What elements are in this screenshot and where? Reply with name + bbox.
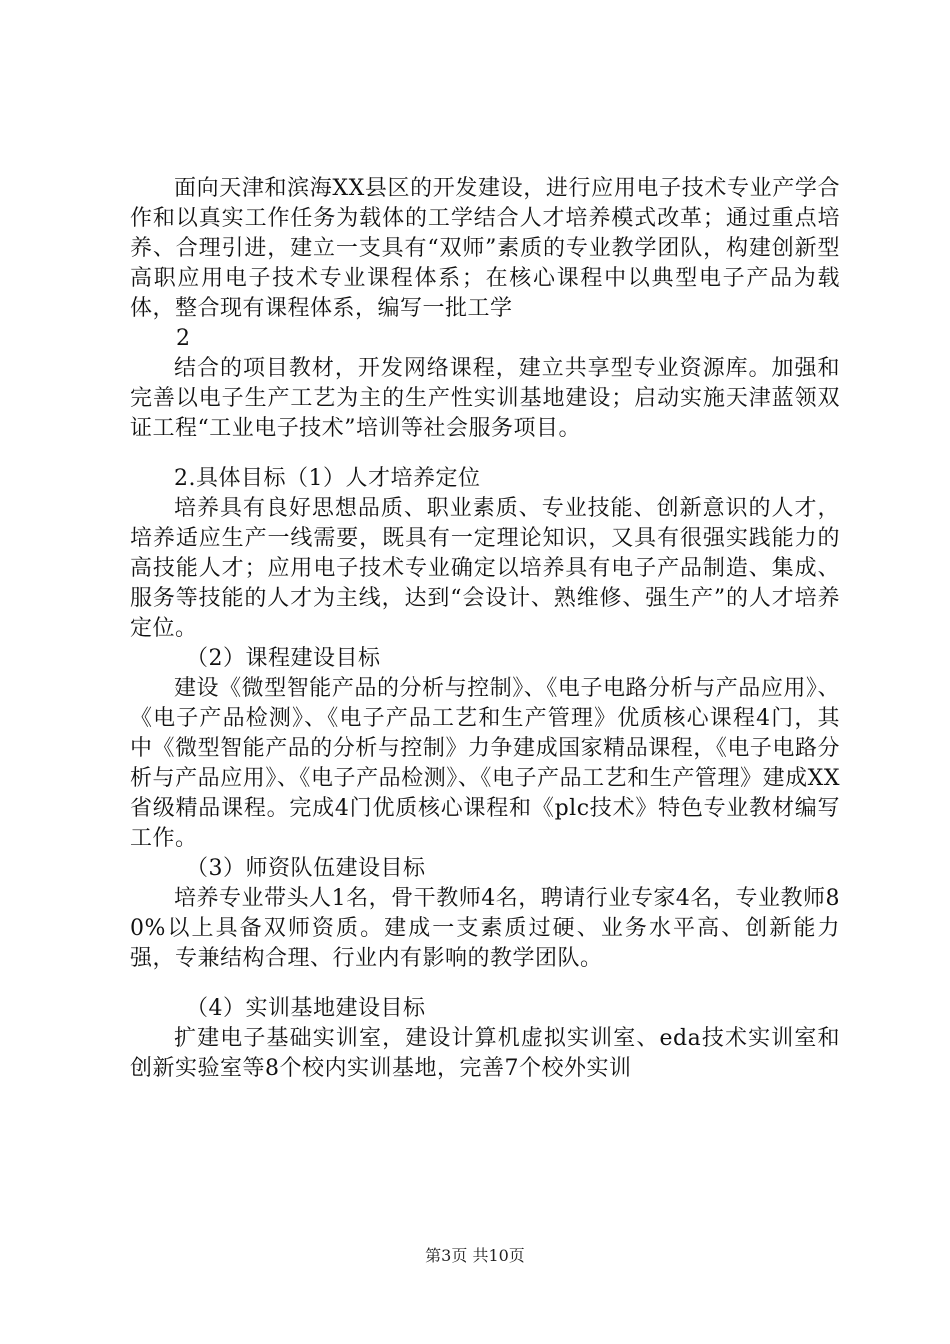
heading-course-goals: （2）课程建设目标: [186, 646, 381, 671]
paragraph-gap: [130, 444, 840, 464]
paragraph-course-goals: 建设《微型智能产品的分析与控制》、《电子电路分析与产品应用》、《电子产品检测》、《电子产品工艺和生产管理》优质核心课程4门，其中《微型智能产品的分析与控制》力争建成国家精品课程，《电子电路分析与产品应用》、《电子产品检测》、《电子产品工艺和生产管理》建成XX省级精品课程。完成4门优质核心课程和《plc技术》特色专业教材编写工作。: [130, 676, 840, 851]
heading-training-base-goals: （4）实训基地建设目标: [186, 996, 426, 1021]
paragraph-training-base-goals: 扩建电子基础实训室，建设计算机虚拟实训室、eda技术实训室和创新实验室等8个校内实训基地，完善7个校外实训: [130, 1026, 840, 1081]
document-body: [130, 174, 840, 1084]
heading-specific-goals: 2.具体目标（1）人才培养定位: [174, 466, 481, 491]
paragraph-overview-continued: 结合的项目教材，开发网络课程，建立共享型专业资源库。加强和完善以电子生产工艺为主的生产性实训基地建设；启动实施天津蓝领双证工程“工业电子技术”培训等社会服务项目。: [130, 356, 840, 441]
inline-page-marker: 2: [176, 326, 191, 351]
heading-faculty-goals: （3）师资队伍建设目标: [186, 856, 426, 881]
paragraph-talent-positioning: 培养具有良好思想品质、职业素质、专业技能、创新意识的人才，培养适应生产一线需要，既具有一定理论知识，又具有很强实践能力的高技能人才；应用电子技术专业确定以培养具有电子产品制造、集成、服务等技能的人才为主线，达到“会设计、熟维修、强生产”的人才培养定位。: [130, 496, 840, 641]
paragraph-gap: [130, 974, 840, 994]
paragraph-overview: 面向天津和滨海XX县区的开发建设，进行应用电子技术专业产学合作和以真实工作任务为载体的工学结合人才培养模式改革；通过重点培养、合理引进，建立一支具有“双师”素质的专业教学团队，构建创新型高职应用电子技术专业课程体系；在核心课程中以典型电子产品为载体，整合现有课程体系，编写一批工学: [130, 176, 840, 321]
page-footer: 第3页 共10页: [425, 1246, 525, 1265]
paragraph-faculty-goals: 培养专业带头人1名，骨干教师4名，聘请行业专家4名，专业教师80%以上具备双师资质。建成一支素质过硬、业务水平高、创新能力强，专兼结构合理、行业内有影响的教学团队。: [130, 886, 840, 971]
